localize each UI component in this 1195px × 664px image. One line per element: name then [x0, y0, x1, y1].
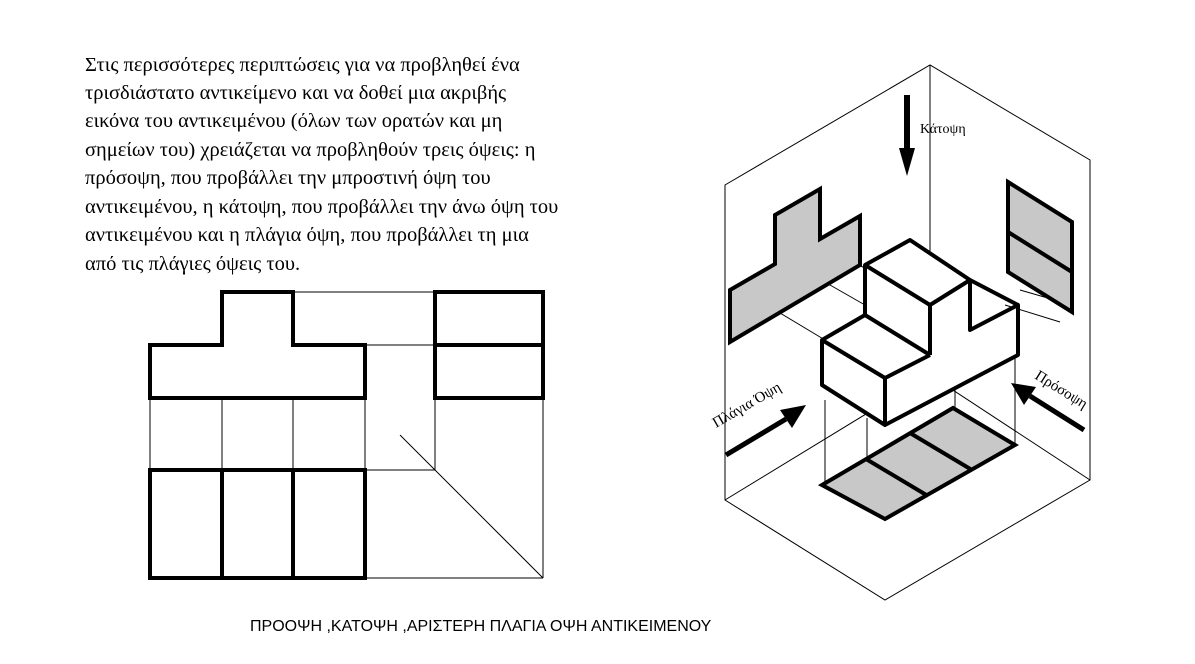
paragraph-line: εικόνα του αντικειμένου (όλων των ορατών και μη	[85, 110, 503, 132]
side-view-label: Πλάγια Όψη	[710, 379, 785, 432]
paragraph-line: Στις περισσότερες περιπτώσεις για να προβληθεί ένα	[85, 54, 520, 76]
paragraph-line: τρισδιάστατο αντικείμενο και να δοθεί μια ακριβής	[85, 82, 507, 104]
paragraph-line: αντικειμένου, η κάτοψη, που προβάλλει την άνω όψη του	[85, 196, 559, 218]
top-view-label: Κάτοψη	[920, 122, 966, 137]
floor-top-view	[822, 408, 1015, 519]
left-wall-side-view	[730, 189, 860, 342]
paragraph-line: πρόσοψη, που προβάλλει την μπροστινή όψη του	[85, 167, 491, 189]
figure-caption: ΠΡΟΟΨΗ ,ΚΑΤΟΨΗ ,ΑΡΙΣΤΕΡΗ ΠΛΑΓΙΑ ΟΨΗ ΑΝΤΙΚΕΙΜΕΝΟΥ	[250, 618, 712, 635]
right-wall-front-view	[1008, 182, 1072, 312]
paragraph-line: σημείων του) χρειάζεται να προβληθούν τρεις όψεις: η	[85, 139, 536, 161]
paragraph-line: από τις πλάγιες όψεις του.	[85, 253, 301, 275]
paragraph-line: αντικειμένου και η πλάγια όψη, που προβάλλει τη μια	[85, 224, 529, 246]
top-view-arrow	[899, 95, 915, 176]
front-view-label: Πρόσοψη	[1031, 367, 1091, 413]
